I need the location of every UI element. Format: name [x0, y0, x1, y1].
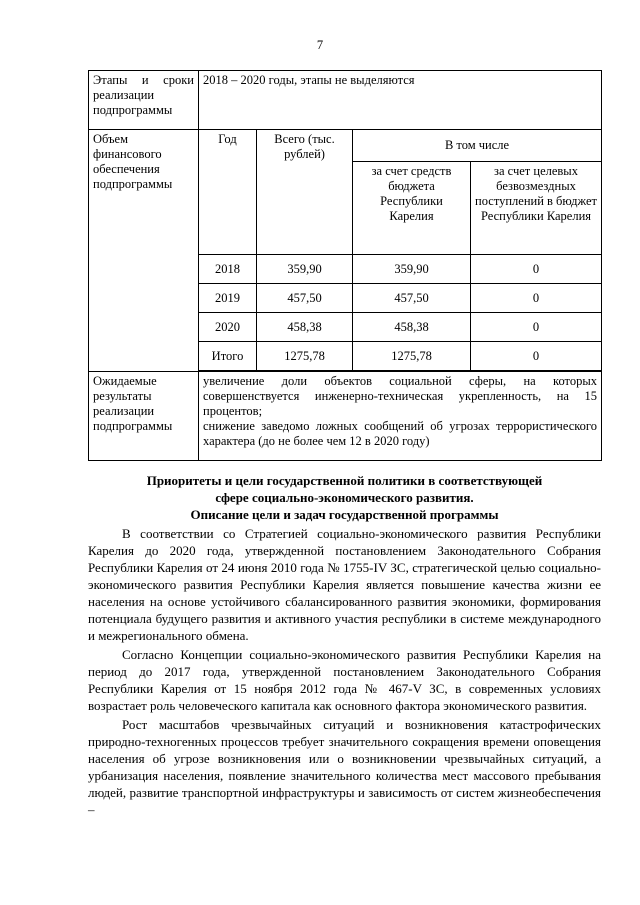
row-targeted: 0	[471, 313, 602, 342]
results-value	[199, 372, 602, 461]
header-total: Всего (тыс. рублей)	[257, 130, 353, 255]
results-label: Ожидаемые результаты реализации подпрограммы	[89, 372, 199, 461]
page-number: 7	[316, 38, 324, 52]
row-budget: 458,38	[353, 313, 471, 342]
paragraph: Рост масштабов чрезвычайных ситуаций и возникновения катастрофических природно-техногенных процессов требует значительного сокращения времени оповещения населения об угрозе возникновения или о возникновении чрезвычайных ситуаций, а урбанизация населения, появление значительного количества мест массового пребывания людей, развитие транспортной инфраструктуры и зависимость от систем жизнеобеспечения –	[88, 717, 601, 817]
header-targeted: за счет целевых безвозмездных поступлений в бюджет Республики Карелия	[471, 162, 602, 255]
row-total: 457,50	[257, 284, 353, 313]
row-total: 1275,78	[257, 342, 353, 371]
row-targeted: 0	[471, 255, 602, 284]
funding-header-row	[89, 130, 602, 162]
row-year: 2020	[199, 313, 257, 342]
section-heading	[88, 472, 601, 523]
results-row	[89, 372, 602, 461]
section-heading-line: сфере социально-экономического развития.	[215, 490, 474, 505]
results-item: снижение заведомо ложных сообщений об угрозах террористического характера (до не более чем 12 в 2020 году)	[203, 419, 597, 448]
paragraph: Согласно Концепции социально-экономического развития Республики Карелия на период до 2017 года, утвержденной постановлением Законодательного Собрания Республики Карелия от 15 ноября 2012 года № 467-V ЗС, в современных условиях возрастает роль человеческого капитала как основного фактора экономического развития.	[88, 647, 601, 713]
header-including: В том числе	[353, 130, 602, 162]
header-budget: за счет средств бюджета Республики Карелия	[353, 162, 471, 255]
row-budget: 1275,78	[353, 342, 471, 371]
stages-row	[89, 71, 602, 130]
row-total: 458,38	[257, 313, 353, 342]
section-heading-line: Приоритеты и цели государственной политики в соответствующей	[146, 473, 543, 488]
subprogram-passport-table	[88, 70, 602, 461]
stages-value: 2018 – 2020 годы, этапы не выделяются	[199, 71, 602, 130]
row-year: Итого	[199, 342, 257, 371]
section-body	[88, 525, 601, 820]
stages-label: Этапы и сроки реализации подпрограммы	[89, 71, 199, 130]
row-budget: 457,50	[353, 284, 471, 313]
section-heading-line: Описание цели и задач государственной программы	[190, 507, 499, 522]
row-budget: 359,90	[353, 255, 471, 284]
row-targeted: 0	[471, 342, 602, 371]
paragraph: В соответствии со Стратегией социально-экономического развития Республики Карелия до 2020 года, утвержденной постановлением Законодательного Собрания Республики Карелия от 24 июня 2010 года № 1755-IV ЗС, стратегической целью социально-экономического развития Республики Карелия является повышение качества жизни ее населения на основе устойчивого сбалансированного развития экономики, формирования потенциала будущего развития и активного участия республики в системе международного и межрегионального обмена.	[88, 526, 601, 643]
row-year: 2018	[199, 255, 257, 284]
row-total: 359,90	[257, 255, 353, 284]
header-year: Год	[199, 130, 257, 255]
row-targeted: 0	[471, 284, 602, 313]
row-year: 2019	[199, 284, 257, 313]
results-item: увеличение доли объектов социальной сферы, на которых совершенствуется инженерно-техническая укрепленность, на 15 процентов;	[203, 374, 597, 418]
funding-label: Объем финансового обеспечения подпрограммы	[89, 130, 199, 372]
